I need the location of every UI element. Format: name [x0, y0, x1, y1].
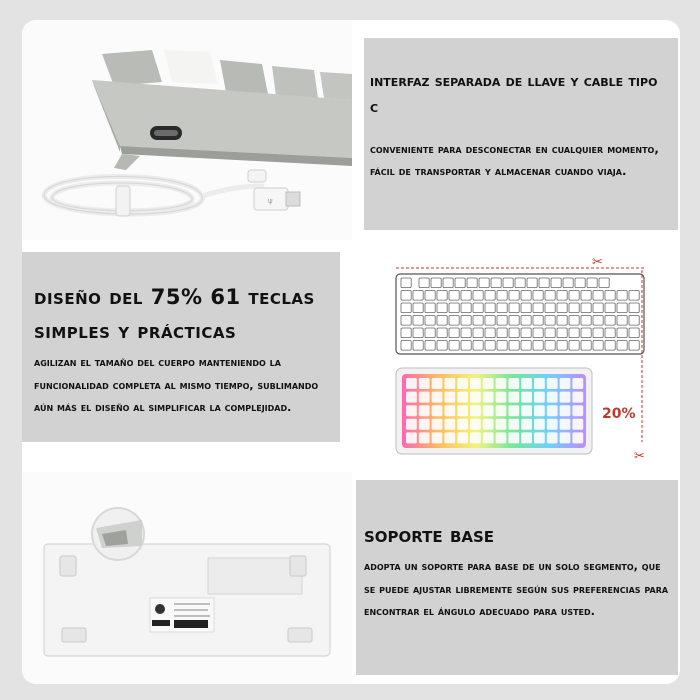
- foot: [290, 556, 306, 576]
- keycap: [164, 50, 218, 84]
- feature-panel-layout: [22, 252, 340, 442]
- keyboard-underside-illustration: [22, 472, 352, 684]
- scissors-icon: ✂: [592, 255, 603, 270]
- key: [572, 432, 583, 443]
- key: [547, 419, 558, 430]
- keyboard-side-illustration: [22, 20, 352, 240]
- key: [560, 419, 571, 430]
- key: [470, 419, 481, 430]
- key: [547, 392, 558, 403]
- key: [444, 378, 455, 389]
- feature-title: soporte base: [364, 523, 495, 547]
- key: [508, 419, 519, 430]
- key: [534, 392, 545, 403]
- key: [470, 392, 481, 403]
- key: [508, 405, 519, 416]
- key: [457, 378, 468, 389]
- key: [432, 432, 443, 443]
- key: [496, 405, 507, 416]
- key: [483, 419, 494, 430]
- feature-card: [22, 20, 680, 684]
- key: [521, 378, 532, 389]
- key: [432, 419, 443, 430]
- key: [406, 378, 417, 389]
- key: [419, 405, 430, 416]
- key: [432, 405, 443, 416]
- key: [432, 378, 443, 389]
- key: [432, 392, 443, 403]
- key: [547, 432, 558, 443]
- key: [508, 432, 519, 443]
- key: [406, 392, 417, 403]
- key: [534, 432, 545, 443]
- key: [560, 405, 571, 416]
- key: [572, 392, 583, 403]
- key: [483, 432, 494, 443]
- feature-title: interfaz separada de llave y cable tipo c: [370, 72, 658, 116]
- key: [470, 378, 481, 389]
- keyboard-comparison-illustration: [352, 252, 680, 472]
- reduction-label: 20%: [602, 406, 636, 422]
- key: [406, 419, 417, 430]
- keycap: [320, 72, 352, 100]
- key: [444, 392, 455, 403]
- feature-panel-stand: [356, 480, 678, 675]
- key: [457, 419, 468, 430]
- usb-c-cable-image: [22, 20, 352, 240]
- key: [444, 432, 455, 443]
- key: [470, 405, 481, 416]
- svg-text:ψ: ψ: [268, 197, 273, 205]
- key: [419, 378, 430, 389]
- key: [470, 432, 481, 443]
- key: [483, 392, 494, 403]
- key: [496, 419, 507, 430]
- foot: [62, 628, 86, 642]
- key: [534, 419, 545, 430]
- key: [560, 392, 571, 403]
- key: [521, 392, 532, 403]
- key: [534, 405, 545, 416]
- key: [496, 378, 507, 389]
- key: [483, 405, 494, 416]
- key: [483, 378, 494, 389]
- key: [457, 392, 468, 403]
- key: [457, 405, 468, 416]
- keycap: [272, 66, 318, 98]
- key: [521, 405, 532, 416]
- key: [406, 405, 417, 416]
- key: [508, 392, 519, 403]
- key: [572, 378, 583, 389]
- foot: [60, 556, 76, 576]
- full-keyboard: [396, 274, 644, 354]
- key: [406, 432, 417, 443]
- key: [419, 392, 430, 403]
- feature-description: conveniente para desconectar en cualquier momento, fácil de transportar y almacenar cuando viaja.: [370, 142, 659, 178]
- key: [547, 405, 558, 416]
- key: [534, 378, 545, 389]
- key: [560, 432, 571, 443]
- key: [547, 378, 558, 389]
- feature-title: diseño del 75% 61 teclas simples y prácticas: [34, 285, 315, 343]
- size-comparison-image: [352, 252, 680, 472]
- key: [496, 432, 507, 443]
- key: [508, 378, 519, 389]
- feature-description: agilizan el tamaño del cuerpo manteniendo la funcionalidad completa al mismo tiempo, sublimando aún más el diseño al simplificar la complejidad.: [34, 356, 319, 414]
- key: [521, 419, 532, 430]
- key: [419, 432, 430, 443]
- key: [496, 392, 507, 403]
- key: [560, 378, 571, 389]
- key: [419, 419, 430, 430]
- key: [444, 405, 455, 416]
- key: [572, 405, 583, 416]
- foot: [288, 628, 312, 642]
- feature-panel-connector: [364, 38, 678, 230]
- keycap: [220, 60, 268, 94]
- scissors-icon: ✂: [634, 449, 645, 464]
- key: [572, 419, 583, 430]
- keyboard-base-image: [22, 472, 352, 684]
- keycap: [102, 50, 162, 86]
- feature-description: adopta un soporte para base de un solo segmento, que se puede ajustar libremente según sus preferencias para encontrar el ángulo adecuado para usted.: [364, 560, 669, 618]
- key: [444, 419, 455, 430]
- key: [457, 432, 468, 443]
- usb-cable: [44, 177, 262, 215]
- key: [521, 432, 532, 443]
